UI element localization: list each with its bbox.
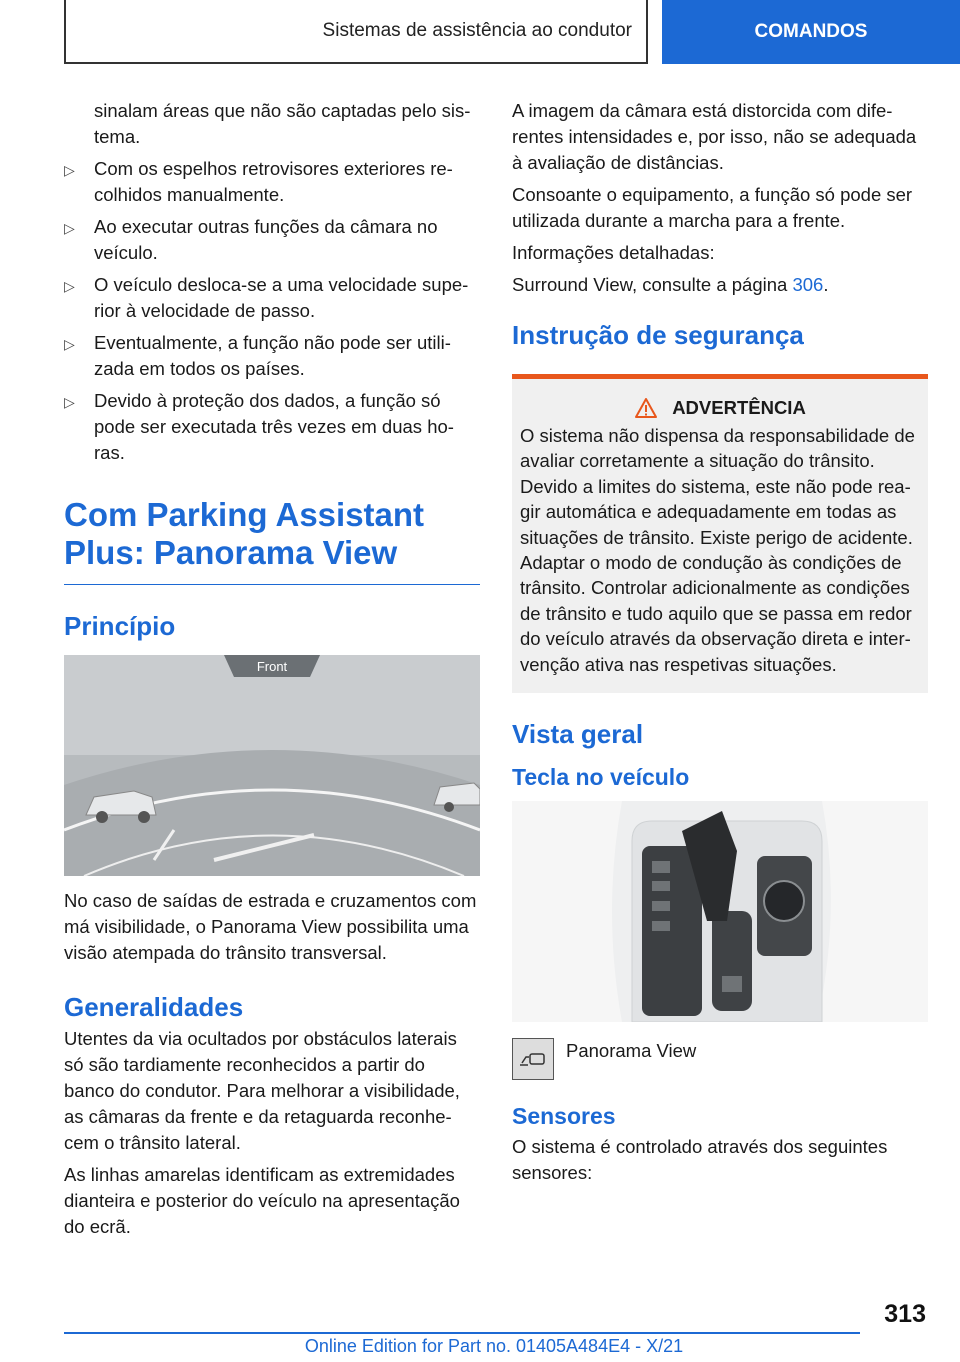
principio-text: No caso de saídas de estrada e cruzamentos com má visibilidade, o Panorama View possibilita uma visão atempada do trânsito transversal.	[64, 890, 477, 963]
list-item: ▷ Ao executar outras funções da câmara no veículo.	[64, 216, 438, 263]
panorama-view-button-icon[interactable]	[512, 1038, 554, 1080]
info-label: Informações detalhadas:	[512, 242, 715, 263]
heading-sensores: Sensores	[512, 1103, 616, 1130]
right-column	[512, 98, 928, 1192]
front-label: Front	[256, 659, 288, 674]
camera-distortion-text: A imagem da câmara está distorcida com dife-rentes intensidades e, por isso, não se adequada à avaliação de distâncias.	[512, 100, 917, 173]
panorama-view-button-row	[512, 1038, 928, 1080]
list-item: ▷ O veículo desloca-se a uma velocidade supe-rior à velocidade de passo.	[64, 274, 469, 321]
heading-seguranca: Instrução de segurança	[512, 320, 804, 350]
panorama-view-image	[64, 655, 480, 876]
generalidades-p1: Utentes da via ocultados por obstáculos laterais só são tardiamente reconhecidos a partir do banco do condutor. Para melhorar a visibilidade, as câmaras da frente e da retaguarda reconhe-cem o trânsito lateral.	[64, 1028, 460, 1153]
surround-view-ref: Surround View, consulte a página 306.	[512, 274, 829, 295]
triangle-bullet-icon: ▷	[64, 394, 75, 410]
triangle-bullet-icon: ▷	[64, 162, 75, 178]
sensores-text: O sistema é controlado através dos seguintes sensores:	[512, 1136, 888, 1184]
list-item: ▷ Eventualmente, a função não pode ser utili-zada em todos os países.	[64, 332, 451, 379]
heading-tecla: Tecla no veículo	[512, 764, 690, 791]
triangle-bullet-icon: ▷	[64, 278, 75, 294]
page-link[interactable]: 306	[792, 274, 824, 295]
header-chapter-tab[interactable]: COMANDOS	[662, 0, 960, 64]
warning-box	[512, 374, 928, 693]
section-title: Com Parking Assistant Plus: Panorama View	[64, 496, 480, 585]
warning-triangle-icon	[634, 397, 658, 419]
list-item: ▷ Com os espelhos retrovisores exteriores re-colhidos manualmente.	[64, 158, 453, 205]
heading-generalidades: Generalidades	[64, 992, 244, 1022]
header-section-title: Sistemas de assistência ao condutor	[64, 0, 648, 64]
panorama-view-label: Panorama View	[566, 1040, 697, 1062]
triangle-bullet-icon: ▷	[64, 336, 75, 352]
warning-title: ADVERTÊNCIA	[672, 397, 806, 418]
heading-vista-geral: Vista geral	[512, 719, 644, 750]
page-number: 313	[884, 1300, 926, 1328]
equipment-text: Consoante o equipamento, a função só pode ser utilizada durante a marcha para a frente.	[512, 184, 913, 231]
center-console-image	[512, 801, 928, 1022]
bullet-list	[64, 156, 480, 466]
generalidades-p2: As linhas amarelas identificam as extremidades dianteira e posterior do veículo na apresentação do ecrã.	[64, 1164, 460, 1237]
triangle-bullet-icon: ▷	[64, 220, 75, 236]
list-item: ▷ Devido à proteção dos dados, a função só pode ser executada três vezes em duas ho-ras.	[64, 390, 454, 463]
heading-principio: Princípio	[64, 611, 176, 641]
warning-text: O sistema não dispensa da responsabilidade de avaliar corretamente a situação do trânsito. Devido a limites do sistema, este não pode rea-gir automática e adequadamente em todas as situações de trânsito. Existe perigo de acidente. Adaptar o modo de condução às condições de trânsito. Controlar adicionalmente as condições de trânsito e tudo aquilo que se passa em redor do veículo através da observação direta e inter-venção ativa nas respetivas situações.	[520, 425, 915, 675]
footer-divider	[64, 1332, 860, 1334]
left-column	[64, 98, 480, 1246]
bullet-continuation: sinalam áreas que não são captadas pelo sis-tema.	[94, 100, 471, 147]
footer-edition: Online Edition for Part no. 01405A484E4 - X/21	[304, 1336, 684, 1356]
